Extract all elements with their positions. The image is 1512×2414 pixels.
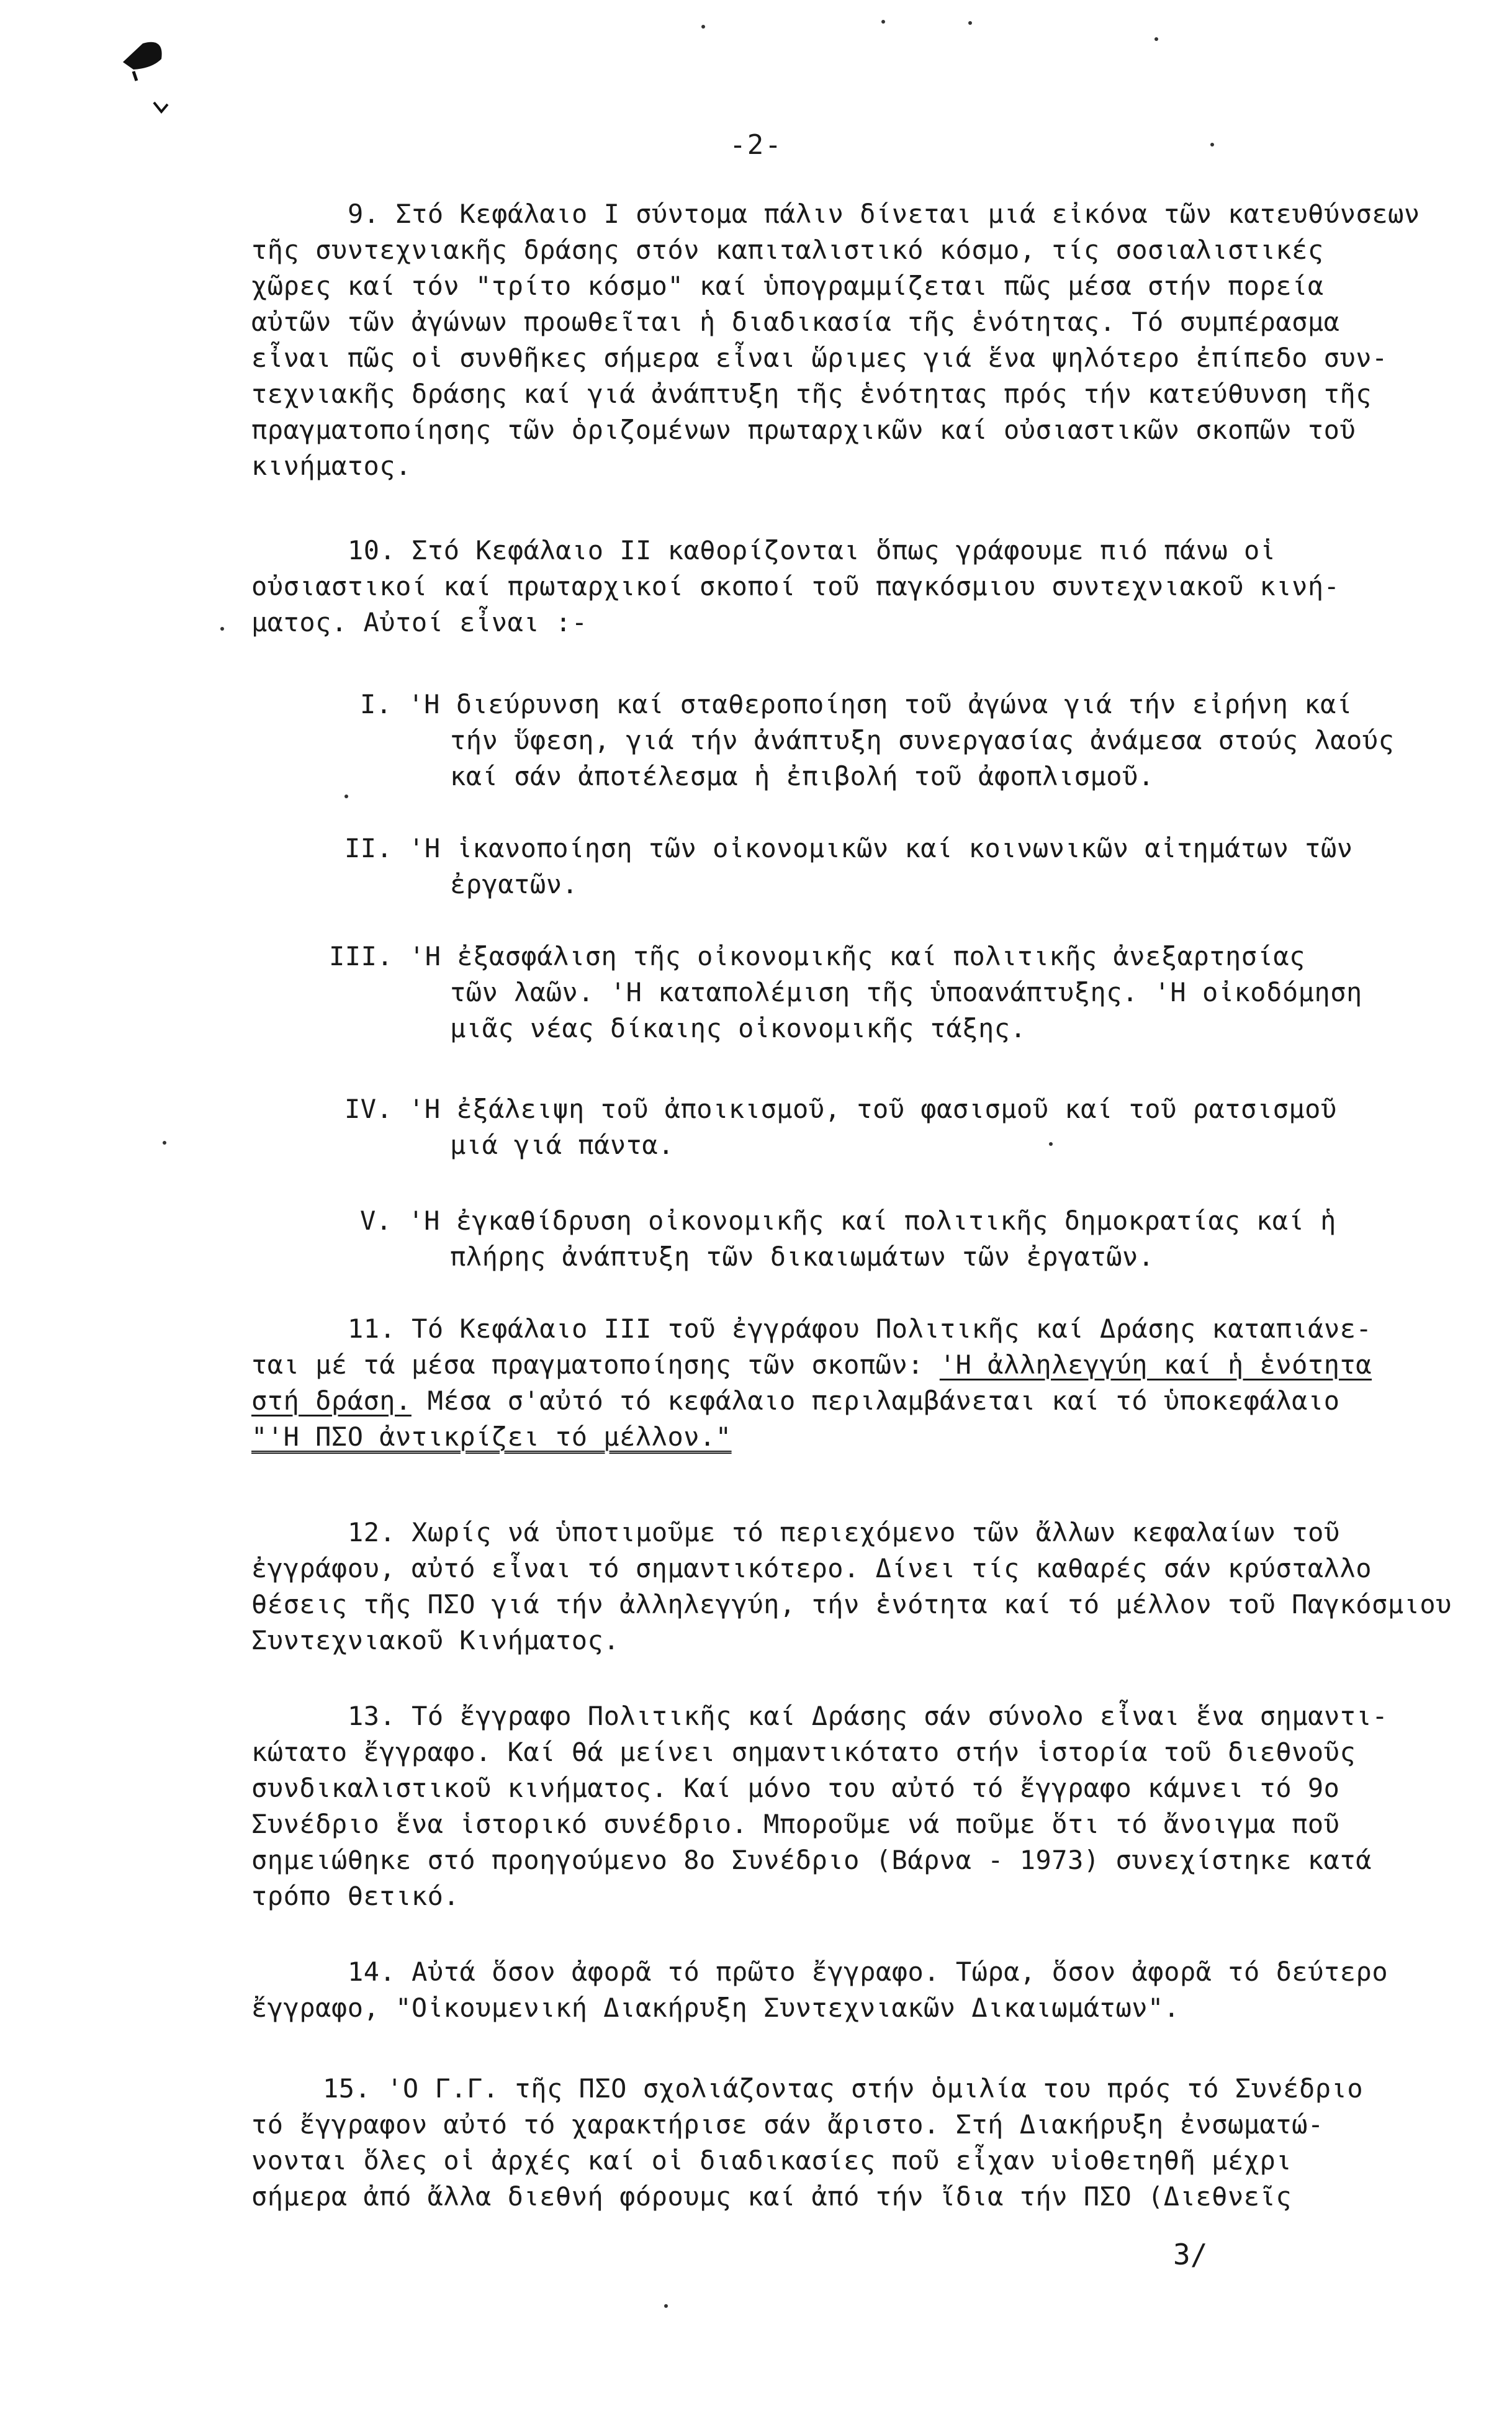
paragraph-line: ἐγγράφου, αὐτό εἶναι τό σημαντικότερο. Δίνει τίς καθαρές σάν κρύσταλλο bbox=[251, 1553, 1372, 1583]
paragraph-line: τρόπο θετικό. bbox=[251, 1881, 460, 1911]
list-item-line: τήν ὕφεση, γιά τήν ἀνάπτυξη συνεργασίας ἀνάμεσα στούς λαούς bbox=[450, 725, 1395, 755]
double-underlined-phrase: "'Η ΠΣΟ ἀντικρίζει τό μέλλον." bbox=[251, 1421, 732, 1452]
paragraph-line bbox=[251, 1348, 1372, 1382]
paragraph-line: σημειώθηκε στό προηγούμενο 8ο Συνέδριο (Βάρνα - 1973) συνεχίστηκε κατά bbox=[251, 1845, 1372, 1875]
underlined-phrase: στή δράση. bbox=[251, 1385, 412, 1416]
list-item-line: πλήρης ἀνάπτυξη τῶν δικαιωμάτων τῶν ἐργατῶν. bbox=[450, 1241, 1154, 1272]
paragraph-line: νονται ὅλες οἱ ἀρχές καί οἱ διαδικασίες ποῦ εἶχαν υἱοθετηθῆ μέχρι bbox=[251, 2145, 1292, 2176]
paragraph-line: χῶρες καί τόν "τρίτο κόσμο" καί ὑπογραμμίζεται πῶς μέσα στήν πορεία bbox=[251, 271, 1324, 301]
list-item-line: V. 'Η ἐγκαθίδρυση οἰκονομικῆς καί πολιτικῆς δημοκρατίας καί ἡ bbox=[360, 1205, 1336, 1236]
paragraph-line: αὐτῶν τῶν ἀγώνων προωθεῖται ἡ διαδικασία τῆς ἑνότητας. Τό συμπέρασμα bbox=[251, 307, 1340, 337]
list-item-line: τῶν λαῶν. 'Η καταπολέμιση τῆς ὑποανάπτυξης. 'Η οἰκοδόμηση bbox=[450, 977, 1362, 1007]
paragraph-line: σήμερα ἀπό ἄλλα διεθνή φόρουμς καί ἀπό τήν ἴδια τήν ΠΣΟ (Διεθνεῖς bbox=[251, 2181, 1292, 2212]
paragraph-line: συνδικαλιστικοῦ κινήματος. Καί μόνο του αὐτό τό ἔγγραφο κάμνει τό 9ο bbox=[251, 1773, 1340, 1803]
paragraph-line bbox=[251, 1384, 1339, 1418]
list-item-line: ΙΙΙ. 'Η ἐξασφάλιση τῆς οἰκονομικῆς καί πολιτικῆς ἀνεξαρτησίας bbox=[329, 941, 1305, 971]
scan-speck bbox=[1210, 143, 1214, 146]
list-item-line: μιᾶς νέας δίκαιης οἰκονομικῆς τάξης. bbox=[450, 1013, 1027, 1043]
paragraph-line: κώτατο ἔγγραφο. Καί θά μείνει σημαντικότατο στήν ἱστορία τοῦ διεθνοῦς bbox=[251, 1737, 1356, 1767]
scan-speck bbox=[1154, 37, 1158, 41]
scan-speck bbox=[220, 627, 224, 631]
paragraph-line: 11. Τό Κεφάλαιο ΙΙΙ τοῦ ἐγγράφου Πολιτικῆς καί Δράσης καταπιάνε- bbox=[348, 1313, 1372, 1344]
paragraph-line: 14. Αὐτά ὅσον ἀφορᾶ τό πρῶτο ἔγγραφο. Τώρα, ὅσον ἀφορᾶ τό δεύτερο bbox=[348, 1957, 1388, 1987]
paragraph-line: ματος. Αὐτοί εἶναι :- bbox=[251, 607, 588, 637]
paragraph-line: κινήματος. bbox=[251, 451, 412, 481]
paragraph-line: τῆς συντεχνιακῆς δράσης στόν καπιταλιστικό κόσμο, τίς σοσιαλιστικές bbox=[251, 235, 1324, 265]
paragraph-line: πραγματοποίησης τῶν ὁριζομένων πρωταρχικῶν καί οὐσιαστικῶν σκοπῶν τοῦ bbox=[251, 415, 1356, 445]
paragraph-line: τό ἔγγραφον αὐτό τό χαρακτήρισε σάν ἄριστο. Στή Διακήρυξη ἐνσωματώ- bbox=[251, 2109, 1324, 2140]
underlined-phrase: 'Η ἀλληλεγγύη καί ἡ ἑνότητα bbox=[939, 1349, 1372, 1380]
page-number: -2- bbox=[729, 129, 783, 161]
paragraph-line: ἔγγραφο, "Οἰκουμενική Διακήρυξη Συντεχνιακῶν Δικαιωμάτων". bbox=[251, 1993, 1180, 2023]
next-page-marker: 3/ bbox=[1173, 2238, 1208, 2271]
paragraph-line: Συντεχνιακοῦ Κινήματος. bbox=[251, 1625, 620, 1655]
list-item-line: ἐργατῶν. bbox=[450, 869, 578, 899]
scan-speck bbox=[701, 25, 705, 29]
paragraph-line: 9. Στό Κεφάλαιο Ι σύντομα πάλιν δίνεται μιά εἰκόνα τῶν κατευθύνσεων bbox=[348, 199, 1420, 229]
paragraph-line: εἶναι πῶς οἱ συνθῆκες σήμερα εἶναι ὥριμες γιά ἕνα ψηλότερο ἐπίπεδο συν- bbox=[251, 343, 1388, 373]
paragraph-line: 15. 'Ο Γ.Γ. τῆς ΠΣΟ σχολιάζοντας στήν ὁμιλία του πρός τό Συνέδριο bbox=[323, 2073, 1364, 2104]
paragraph-line: 12. Χωρίς νά ὑποτιμοῦμε τό περιεχόμενο τῶν ἄλλων κεφαλαίων τοῦ bbox=[348, 1517, 1340, 1547]
scan-speck bbox=[664, 2304, 668, 2308]
paragraph-text: Μέσα σ'αὐτό τό κεφάλαιο περιλαμβάνεται καί τό ὑποκεφάλαιο bbox=[427, 1385, 1340, 1416]
scan-speck bbox=[1049, 1142, 1053, 1146]
paragraph-line: 13. Τό ἔγγραφο Πολιτικῆς καί Δράσης σάν σύνολο εἶναι ἕνα σημαντι- bbox=[348, 1701, 1388, 1731]
paragraph-text: ται μέ τά μέσα πραγματοποίησης τῶν σκοπῶν: bbox=[251, 1349, 924, 1380]
paragraph-line: οὐσιαστικοί καί πρωταρχικοί σκοποί τοῦ παγκόσμιου συντεχνιακοῦ κινή- bbox=[251, 571, 1340, 601]
scan-speck bbox=[163, 1141, 166, 1145]
pen-mark-icon bbox=[118, 25, 174, 118]
list-item-line: ΙΙ. 'Η ἱκανοποίηση τῶν οἰκονομικῶν καί κοινωνικῶν αἰτημάτων τῶν bbox=[344, 833, 1353, 863]
scan-speck bbox=[881, 20, 885, 24]
paragraph-line: Συνέδριο ἕνα ἱστορικό συνέδριο. Μποροῦμε νά ποῦμε ὅτι τό ἄνοιγμα ποῦ bbox=[251, 1809, 1340, 1839]
paragraph-line: τεχνιακῆς δράσης καί γιά ἀνάπτυξη τῆς ἑνότητας πρός τήν κατεύθυνση τῆς bbox=[251, 379, 1372, 409]
list-item-line: καί σάν ἀποτέλεσμα ἡ ἐπιβολή τοῦ ἀφοπλισμοῦ. bbox=[450, 761, 1154, 791]
paragraph-line: 10. Στό Κεφάλαιο ΙΙ καθορίζονται ὅπως γράφουμε πιό πάνω οἱ bbox=[348, 535, 1276, 565]
paragraph-line bbox=[251, 1420, 732, 1454]
scan-speck bbox=[968, 21, 972, 25]
list-item-line: μιά γιά πάντα. bbox=[450, 1130, 675, 1160]
list-item-line: ΙV. 'Η ἐξάλειψη τοῦ ἀποικισμοῦ, τοῦ φασισμοῦ καί τοῦ ρατσισμοῦ bbox=[344, 1094, 1337, 1124]
list-item-line: Ι. 'Η διεύρυνση καί σταθεροποίηση τοῦ ἀγώνα γιά τήν εἰρήνη καί bbox=[360, 689, 1352, 719]
scan-speck bbox=[344, 795, 348, 798]
paragraph-line: θέσεις τῆς ΠΣΟ γιά τήν ἀλληλεγγύη, τήν ἑνότητα καί τό μέλλον τοῦ Παγκόσμιου bbox=[251, 1589, 1452, 1619]
